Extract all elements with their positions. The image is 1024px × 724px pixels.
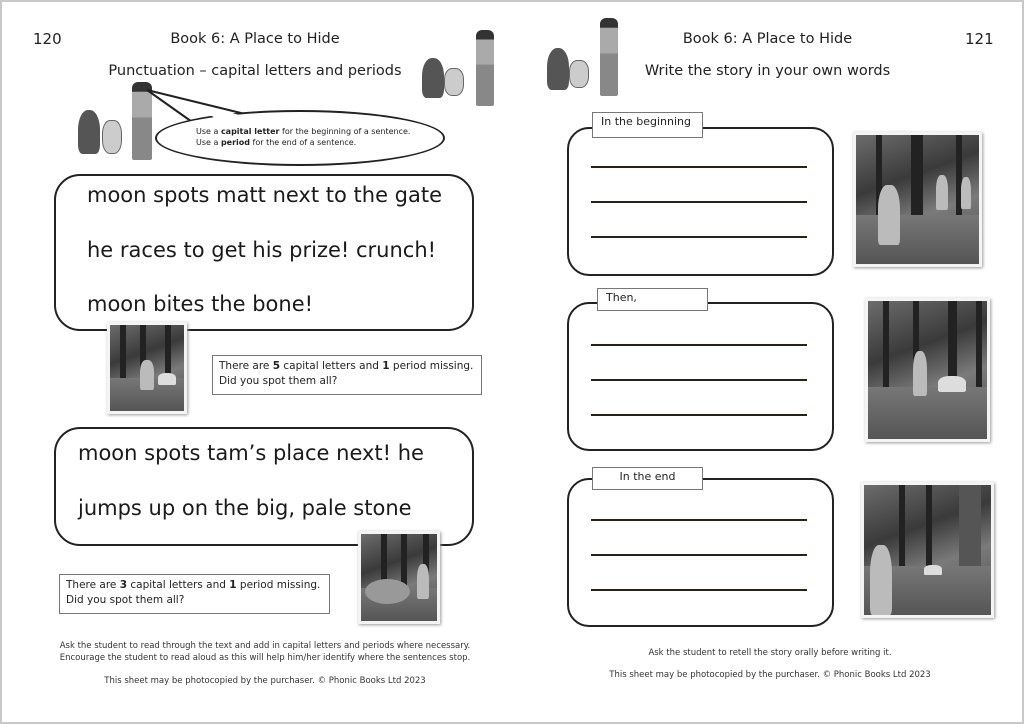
characters-illustration-right [543, 16, 629, 98]
speech-bubble-text [196, 126, 410, 148]
book-title-left: Book 6: A Place to Hide [170, 31, 340, 47]
section-label-beginning: In the beginning [592, 112, 703, 138]
teacher-instructions-left: Ask the student to read through the text and add in capital letters and periods where necessary. Encourage the student to read aloud as this will help him/her identify where the sentences stop. [59, 641, 471, 663]
exercise-1-line-2: he races to get his prize! crunch! [87, 238, 437, 262]
writing-line [591, 166, 807, 168]
speech-bubble-line-1: Use a capital letter for the beginning of a sentence. [196, 127, 411, 136]
book-title-right: Book 6: A Place to Hide [682, 31, 853, 47]
story-photo-then [865, 298, 990, 442]
writing-line [591, 554, 807, 556]
exercise-1-textbox [54, 174, 474, 331]
characters-illustration-top [418, 28, 504, 108]
page-number-left: 120 [33, 30, 62, 48]
story-photo-end [861, 482, 994, 618]
worksheet-subtitle-left: Punctuation – capital letters and periods [108, 63, 402, 79]
exercise-1-line-3: moon bites the bone! [87, 292, 314, 316]
speech-bubble-line-2: Use a period for the end of a sentence. [196, 138, 357, 147]
teacher-instructions-right: Ask the student to retell the story orally before writing it. [648, 648, 892, 658]
worksheet-subtitle-right: Write the story in your own words [644, 63, 891, 79]
speech-bubble-tail-mask [195, 103, 255, 125]
exercise-2-line-2: jumps up on the big, pale stone [78, 496, 412, 520]
exercise-1-hint: There are 5 capital letters and 1 period missing. Did you spot them all? [212, 355, 482, 395]
page-number-right: 121 [965, 30, 994, 48]
section-label-end: In the end [592, 467, 703, 490]
writing-box-then[interactable] [567, 302, 834, 451]
writing-line [591, 414, 807, 416]
copyright-left: This sheet may be photocopied by the purchaser. © Phonic Books Ltd 2023 [104, 676, 426, 686]
writing-line [591, 519, 807, 521]
writing-box-end[interactable] [567, 478, 834, 627]
exercise-2-line-1: moon spots tam’s place next! he [78, 441, 424, 465]
writing-line [591, 236, 807, 238]
exercise-2-textbox [54, 427, 474, 546]
section-label-then: Then, [597, 288, 708, 311]
story-photo-gate [107, 322, 187, 414]
writing-box-beginning[interactable] [567, 127, 834, 276]
copyright-right: This sheet may be photocopied by the purchaser. © Phonic Books Ltd 2023 [609, 670, 931, 680]
writing-line [591, 379, 807, 381]
exercise-2-hint: There are 3 capital letters and 1 period missing. Did you spot them all? [59, 574, 330, 614]
writing-line [591, 589, 807, 591]
story-photo-beginning [853, 132, 982, 267]
writing-line [591, 201, 807, 203]
story-photo-stone [358, 531, 440, 624]
exercise-1-line-1: moon spots matt next to the gate [87, 183, 443, 207]
writing-line [591, 344, 807, 346]
